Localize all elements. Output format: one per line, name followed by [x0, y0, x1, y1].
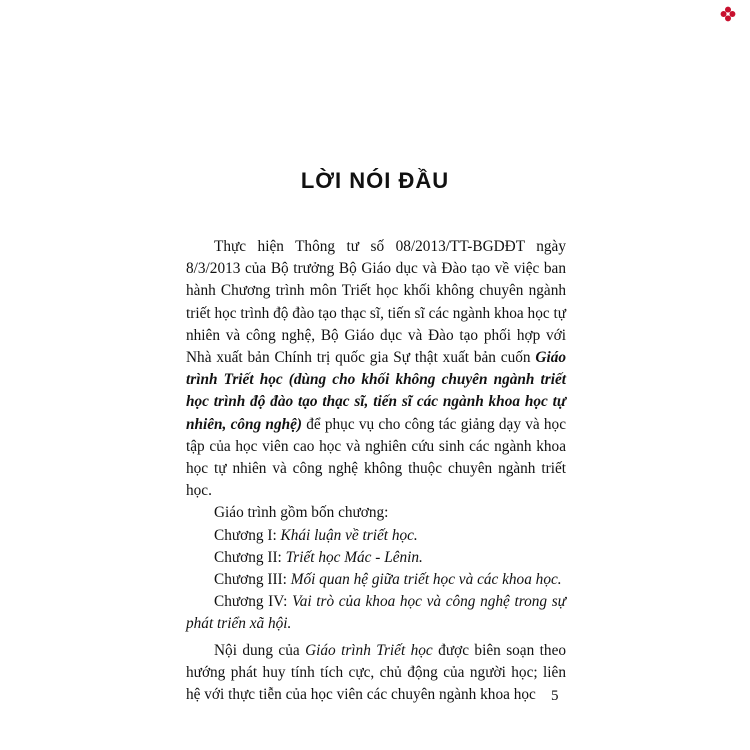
- chapter-title: Mối quan hệ giữa triết học và các khoa học.: [290, 571, 562, 589]
- chapter-title: Triết học Mác - Lênin.: [285, 548, 423, 566]
- chapter-item: [186, 569, 566, 591]
- chapter-label: Chương I:: [214, 526, 281, 544]
- chapters-intro: Giáo trình gồm bốn chương:: [214, 504, 389, 522]
- chapter-item: [186, 525, 566, 547]
- content-text-start: Nội dung của: [214, 641, 306, 659]
- book-title-italic: Giáo trình Triết học: [305, 641, 433, 659]
- intro-text-end: để phục vụ cho công tác giảng dạy và học tập của học viên cao học và nghiên cứu sinh các ngành khoa học tự nhiên và công nghệ không thuộc chuyên ngành triết học.: [186, 415, 566, 500]
- intro-text-start: Thực hiện Thông tư số 08/2013/TT-BGDĐT ngày 8/3/2013 của Bộ trưởng Bộ Giáo dục và Đào tạo về việc ban hành Chương trình môn Triết học khối không chuyên ngành triết học trình độ đào tạo thạc sĩ, tiến sĩ các ngành khoa học tự nhiên và công nghệ, Bộ Giáo dục và Đào tạo phối hợp với Nhà xuất bản Chính trị quốc gia Sự thật xuất bản cuốn: [186, 238, 566, 367]
- chapter-title: Vai trò của khoa học và công nghệ trong sự phát triển xã hội.: [186, 593, 566, 633]
- chapter-title: Khái luận về triết học.: [280, 526, 418, 544]
- publisher-logo-icon: [720, 6, 736, 22]
- page-number: 5: [551, 688, 559, 704]
- chapter-item: [186, 591, 566, 635]
- chapter-item: [186, 547, 566, 569]
- chapter-label: Chương III:: [214, 571, 291, 589]
- book-title-emphasis: Giáo trình Triết học (dùng cho khối không chuyên ngành triết học trình độ đào tạo thạc sĩ, tiến sĩ các ngành khoa học tự nhiên, công nghệ): [186, 349, 566, 433]
- intro-paragraph: [186, 236, 566, 502]
- content-paragraph: [186, 640, 566, 707]
- preface-body: [186, 236, 566, 706]
- content-text-end: được biên soạn theo hướng phát huy tính tích cực, chủ động của người học; liên hệ với thực tiễn của học viên các chuyên ngành khoa học: [186, 641, 567, 704]
- chapter-label: Chương IV:: [214, 593, 293, 611]
- page-title: LỜI NÓI ĐẦU: [300, 168, 450, 193]
- chapter-label: Chương II:: [214, 548, 286, 566]
